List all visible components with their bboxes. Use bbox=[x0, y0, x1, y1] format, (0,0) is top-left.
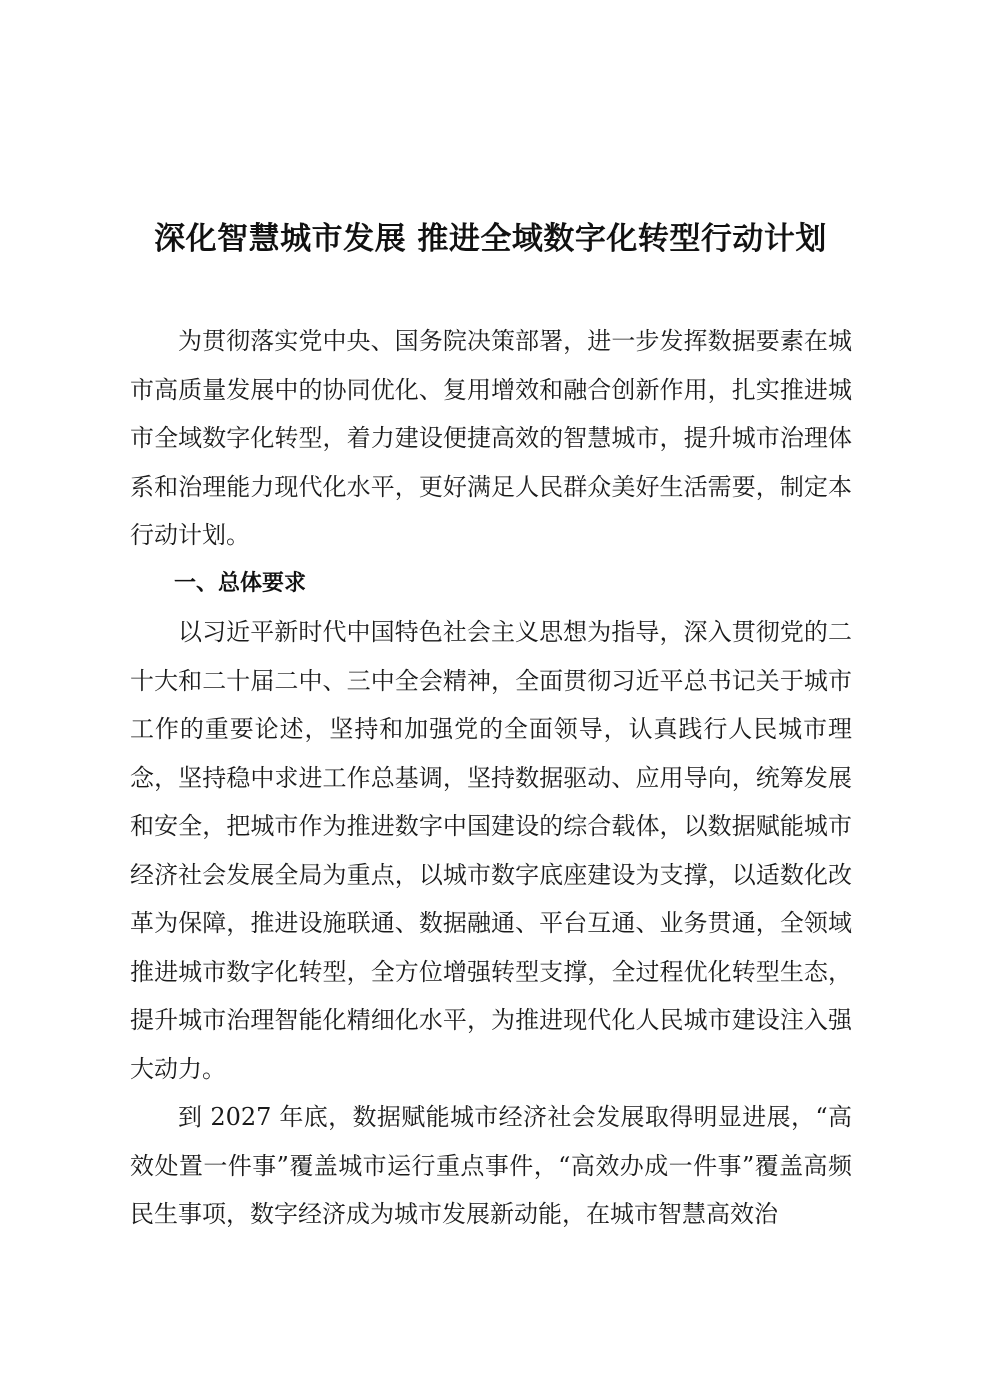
intro-paragraph: 为贯彻落实党中央、国务院决策部署，进一步发挥数据要素在城市高质量发展中的协同优化、复用增效和融合创新作用，扎实推进城市全域数字化转型，着力建设便捷高效的智慧城市，提升城市治理体系和治理能力现代化水平，更好满足人民群众美好生活需要，制定本行动计划。 bbox=[130, 327, 852, 549]
document-body bbox=[130, 317, 852, 1239]
section-paragraph-2: 到 2027 年底，数据赋能城市经济社会发展取得明显进展，“高效处置一件事”覆盖城市运行重点事件，“高效办成一件事”覆盖高频民生事项，数字经济成为城市发展新动能，在城市智慧高效治 bbox=[130, 1103, 852, 1228]
section-heading: 一、总体要求 bbox=[174, 570, 307, 596]
section-paragraph-1: 以习近平新时代中国特色社会主义思想为指导，深入贯彻党的二十大和二十届二中、三中全会精神，全面贯彻习近平总书记关于城市工作的重要论述，坚持和加强党的全面领导，认真践行人民城市理念，坚持稳中求进工作总基调，坚持数据驱动、应用导向，统筹发展和安全，把城市作为推进数字中国建设的综合载体，以数据赋能城市经济社会发展全局为重点，以城市数字底座建设为支撑，以适数化改革为保障，推进设施联通、数据融通、平台互通、业务贯通，全领域推进城市数字化转型，全方位增强转型支撑，全过程优化转型生态，提升城市治理智能化精细化水平，为推进现代化人民城市建设注入强大动力。 bbox=[130, 618, 852, 1083]
document-title: 深化智慧城市发展 推进全域数字化转型行动计划 bbox=[154, 221, 827, 257]
